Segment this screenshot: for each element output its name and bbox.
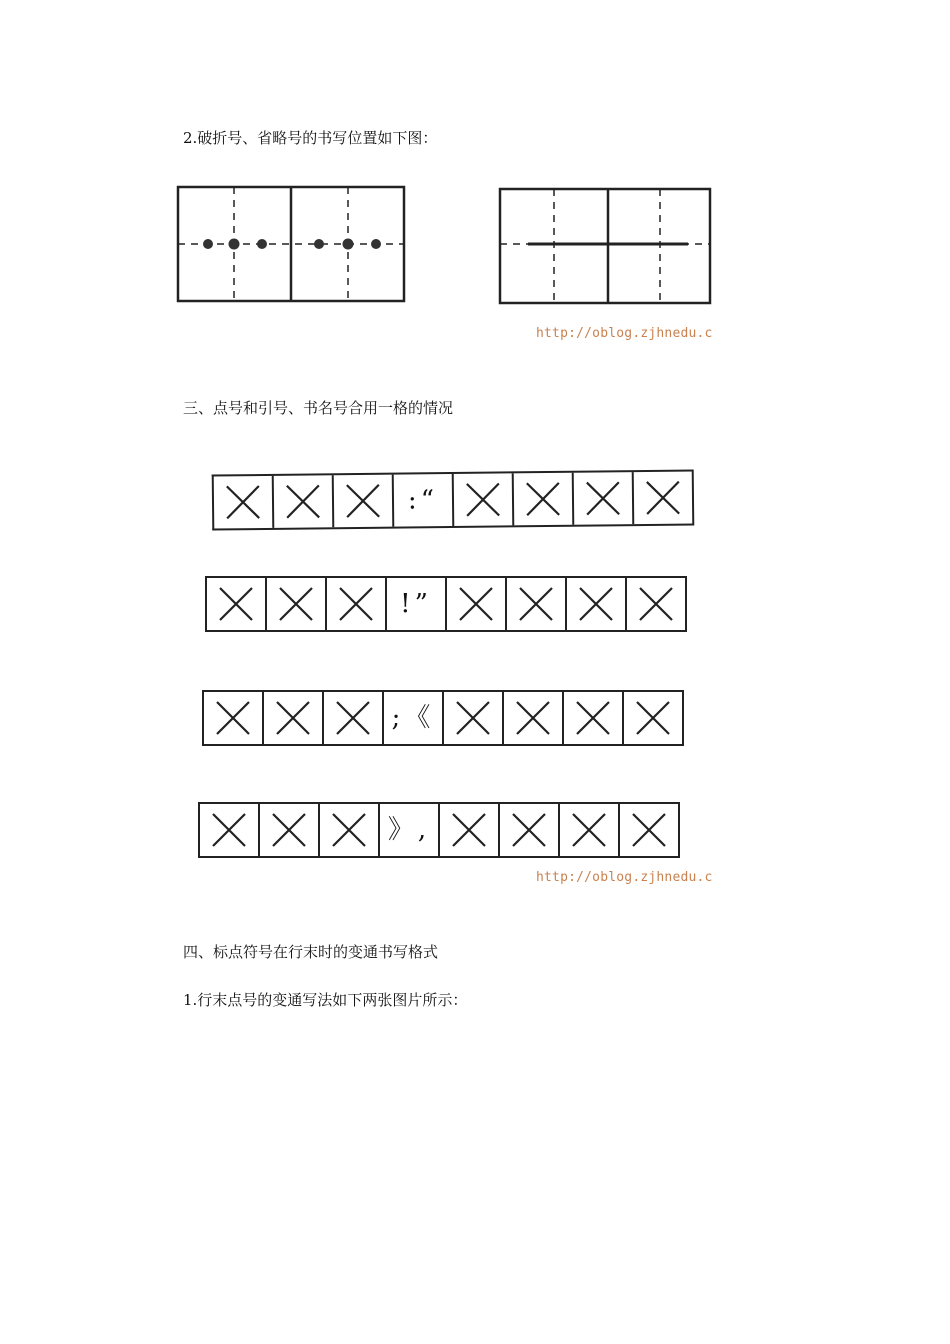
heading-item-1: 1.行末点号的变通写法如下两张图片所示： <box>183 991 468 1009</box>
x-cell <box>334 475 395 528</box>
x-mark-icon <box>516 584 556 624</box>
watermark-1: http://oblog.zjhnedu.c <box>536 326 713 341</box>
x-mark-icon <box>343 481 383 521</box>
x-cell <box>507 578 567 630</box>
x-cell <box>204 692 264 744</box>
grid-row-3 <box>202 690 684 746</box>
x-mark-icon <box>276 584 316 624</box>
ellipsis-dot <box>257 239 267 249</box>
x-cell <box>267 578 327 630</box>
ellipsis-dot <box>371 239 381 249</box>
x-mark-icon <box>213 698 253 738</box>
x-cell <box>514 473 575 526</box>
punct-cell <box>380 804 440 856</box>
x-cell <box>567 578 627 630</box>
ellipsis-grid-figure <box>176 185 406 303</box>
x-mark-icon <box>273 698 313 738</box>
x-mark-icon <box>636 584 676 624</box>
x-mark-icon <box>269 810 309 850</box>
x-cell <box>260 804 320 856</box>
x-cell <box>454 473 515 526</box>
x-cell <box>620 804 680 856</box>
x-mark-icon <box>449 810 489 850</box>
x-mark-icon <box>329 810 369 850</box>
heading-section-4: 四、标点符号在行末时的变通书写格式 <box>183 943 439 961</box>
x-mark-icon <box>573 698 613 738</box>
x-mark-icon <box>209 810 249 850</box>
x-mark-icon <box>456 584 496 624</box>
x-mark-icon <box>523 479 563 519</box>
x-cell <box>264 692 324 744</box>
grid-row-4 <box>198 802 680 858</box>
x-mark-icon <box>216 584 256 624</box>
x-cell <box>500 804 560 856</box>
x-cell <box>564 692 624 744</box>
punctuation-mark: 》, <box>387 815 431 845</box>
x-cell <box>444 692 504 744</box>
x-cell <box>634 471 695 524</box>
x-cell <box>274 475 335 528</box>
heading-dash-ellipsis: 2.破折号、省略号的书写位置如下图： <box>183 129 438 147</box>
x-cell <box>627 578 687 630</box>
x-mark-icon <box>336 584 376 624</box>
punctuation-mark: ;《 <box>391 703 435 733</box>
x-cell <box>327 578 387 630</box>
x-mark-icon <box>633 698 673 738</box>
grid-row-2 <box>205 576 687 632</box>
x-mark-icon <box>333 698 373 738</box>
punct-cell <box>384 692 444 744</box>
x-cell <box>200 804 260 856</box>
x-mark-icon <box>643 478 683 518</box>
heading-section-3: 三、点号和引号、书名号合用一格的情况 <box>183 399 454 417</box>
ellipsis-dot <box>343 239 354 250</box>
x-cell <box>560 804 620 856</box>
x-cell <box>440 804 500 856</box>
punct-cell <box>394 474 455 527</box>
watermark-2: http://oblog.zjhnedu.c <box>536 870 713 885</box>
x-mark-icon <box>629 810 669 850</box>
x-cell <box>624 692 684 744</box>
x-cell <box>320 804 380 856</box>
x-mark-icon <box>509 810 549 850</box>
punct-cell <box>387 578 447 630</box>
x-cell <box>324 692 384 744</box>
x-cell <box>504 692 564 744</box>
ellipsis-dot <box>229 239 240 250</box>
x-mark-icon <box>223 482 263 522</box>
x-mark-icon <box>576 584 616 624</box>
x-cell <box>214 476 275 529</box>
x-cell <box>207 578 267 630</box>
grid-row-1 <box>212 469 695 530</box>
x-mark-icon <box>583 478 623 518</box>
ellipsis-dot <box>314 239 324 249</box>
x-mark-icon <box>513 698 553 738</box>
x-mark-icon <box>453 698 493 738</box>
x-cell <box>447 578 507 630</box>
x-mark-icon <box>283 481 323 521</box>
punctuation-mark: !” <box>400 589 432 619</box>
x-mark-icon <box>569 810 609 850</box>
x-mark-icon <box>463 479 503 519</box>
punctuation-mark: :“ <box>407 485 439 516</box>
dash-grid-figure <box>498 187 712 305</box>
x-cell <box>574 472 635 525</box>
ellipsis-dot <box>203 239 213 249</box>
